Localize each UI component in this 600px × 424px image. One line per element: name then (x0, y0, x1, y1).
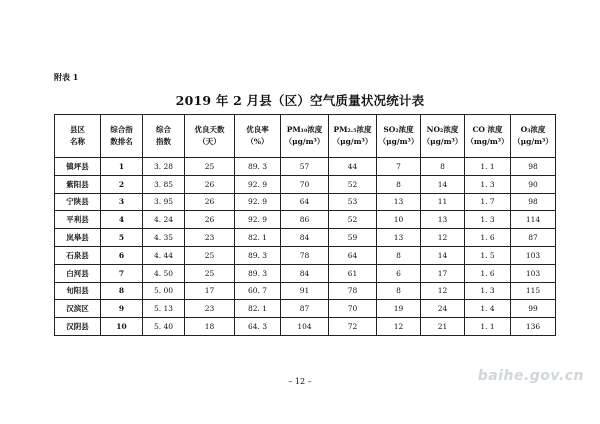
value-cell: 5. 13 (143, 300, 185, 318)
table-row (55, 264, 556, 282)
rank-cell: 9 (101, 300, 143, 318)
value-cell: 87 (511, 229, 556, 247)
rank-cell: 7 (101, 264, 143, 282)
value-cell: 1. 5 (465, 246, 511, 264)
header-cell: PM₁₀浓度 （μg/m³） (281, 115, 329, 158)
value-cell: 13 (421, 211, 465, 229)
header-cell: PM₂.₅浓度 （μg/m³） (329, 115, 377, 158)
page-number: – 12 – (288, 377, 312, 386)
value-cell: 1. 1 (465, 158, 511, 176)
value-cell: 5. 40 (143, 318, 185, 336)
header-cell: 优良天数 （天） (185, 115, 235, 158)
value-cell: 23 (185, 300, 235, 318)
value-cell: 1. 7 (465, 193, 511, 211)
value-cell: 26 (185, 175, 235, 193)
value-cell: 1. 6 (465, 264, 511, 282)
value-cell: 5. 00 (143, 282, 185, 300)
value-cell: 89. 3 (235, 246, 281, 264)
value-cell: 57 (281, 158, 329, 176)
value-cell: 1. 6 (465, 229, 511, 247)
header-cell: O₃浓度 （μg/m³） (511, 115, 556, 158)
header-cell: 优良率 （%） (235, 115, 281, 158)
table-row (55, 300, 556, 318)
value-cell: 21 (421, 318, 465, 336)
value-cell: 72 (329, 318, 377, 336)
value-cell: 8 (421, 158, 465, 176)
value-cell: 1. 3 (465, 175, 511, 193)
value-cell: 4. 35 (143, 229, 185, 247)
value-cell: 136 (511, 318, 556, 336)
value-cell: 18 (185, 318, 235, 336)
value-cell: 17 (185, 282, 235, 300)
value-cell: 8 (377, 246, 421, 264)
value-cell: 89. 3 (235, 264, 281, 282)
value-cell: 87 (281, 300, 329, 318)
header-cell: 县区 名称 (55, 115, 101, 158)
value-cell: 12 (421, 282, 465, 300)
value-cell: 64 (329, 246, 377, 264)
table-row (55, 158, 556, 176)
value-cell: 104 (281, 318, 329, 336)
value-cell: 86 (281, 211, 329, 229)
header-cell: 综合指 数排名 (101, 115, 143, 158)
value-cell: 70 (281, 175, 329, 193)
value-cell: 19 (377, 300, 421, 318)
appendix-label: 附表 1 (54, 72, 79, 82)
header-row (55, 115, 556, 158)
value-cell: 52 (329, 211, 377, 229)
header-cell: CO 浓度 （mg/m³） (465, 115, 511, 158)
value-cell: 26 (185, 193, 235, 211)
county-name-cell: 石泉县 (55, 246, 101, 264)
value-cell: 59 (329, 229, 377, 247)
value-cell: 25 (185, 158, 235, 176)
county-name-cell: 平利县 (55, 211, 101, 229)
value-cell: 92. 9 (235, 193, 281, 211)
value-cell: 92. 9 (235, 211, 281, 229)
value-cell: 12 (421, 229, 465, 247)
rank-cell: 2 (101, 175, 143, 193)
air-quality-table (54, 114, 556, 336)
value-cell: 99 (511, 300, 556, 318)
value-cell: 91 (281, 282, 329, 300)
rank-cell: 8 (101, 282, 143, 300)
county-name-cell: 旬阳县 (55, 282, 101, 300)
table-row (55, 229, 556, 247)
value-cell: 25 (185, 246, 235, 264)
value-cell: 11 (421, 193, 465, 211)
value-cell: 3. 28 (143, 158, 185, 176)
value-cell: 7 (377, 158, 421, 176)
value-cell: 52 (329, 175, 377, 193)
value-cell: 10 (377, 211, 421, 229)
county-name-cell: 紫阳县 (55, 175, 101, 193)
value-cell: 14 (421, 246, 465, 264)
value-cell: 84 (281, 229, 329, 247)
value-cell: 70 (329, 300, 377, 318)
value-cell: 1. 1 (465, 318, 511, 336)
value-cell: 25 (185, 264, 235, 282)
rank-cell: 10 (101, 318, 143, 336)
value-cell: 4. 24 (143, 211, 185, 229)
value-cell: 1. 3 (465, 211, 511, 229)
table-title: 2019 年 2 月县（区）空气质量状况统计表 (175, 93, 425, 108)
table-row (55, 282, 556, 300)
value-cell: 1. 4 (465, 300, 511, 318)
county-name-cell: 岚皋县 (55, 229, 101, 247)
value-cell: 64 (281, 193, 329, 211)
value-cell: 114 (511, 211, 556, 229)
value-cell: 64. 3 (235, 318, 281, 336)
value-cell: 103 (511, 264, 556, 282)
table-row (55, 211, 556, 229)
rank-cell: 1 (101, 158, 143, 176)
value-cell: 98 (511, 193, 556, 211)
table-row (55, 318, 556, 336)
table-row (55, 246, 556, 264)
table-row (55, 193, 556, 211)
value-cell: 90 (511, 175, 556, 193)
header-cell: 综合 指数 (143, 115, 185, 158)
watermark: baihe.gov.cn (477, 368, 584, 384)
value-cell: 8 (377, 175, 421, 193)
rank-cell: 4 (101, 211, 143, 229)
value-cell: 23 (185, 229, 235, 247)
value-cell: 1. 3 (465, 282, 511, 300)
value-cell: 61 (329, 264, 377, 282)
value-cell: 53 (329, 193, 377, 211)
value-cell: 13 (377, 193, 421, 211)
value-cell: 60. 7 (235, 282, 281, 300)
value-cell: 44 (329, 158, 377, 176)
county-name-cell: 白河县 (55, 264, 101, 282)
value-cell: 89. 3 (235, 158, 281, 176)
value-cell: 115 (511, 282, 556, 300)
rank-cell: 3 (101, 193, 143, 211)
county-name-cell: 汉滨区 (55, 300, 101, 318)
value-cell: 98 (511, 158, 556, 176)
value-cell: 4. 50 (143, 264, 185, 282)
value-cell: 84 (281, 264, 329, 282)
value-cell: 17 (421, 264, 465, 282)
rank-cell: 5 (101, 229, 143, 247)
value-cell: 12 (377, 318, 421, 336)
value-cell: 82. 1 (235, 300, 281, 318)
table-row (55, 175, 556, 193)
county-name-cell: 镇坪县 (55, 158, 101, 176)
value-cell: 13 (377, 229, 421, 247)
value-cell: 78 (281, 246, 329, 264)
value-cell: 92. 9 (235, 175, 281, 193)
county-name-cell: 汉阴县 (55, 318, 101, 336)
value-cell: 82. 1 (235, 229, 281, 247)
value-cell: 3. 95 (143, 193, 185, 211)
value-cell: 78 (329, 282, 377, 300)
county-name-cell: 宁陕县 (55, 193, 101, 211)
value-cell: 26 (185, 211, 235, 229)
value-cell: 8 (377, 282, 421, 300)
rank-cell: 6 (101, 246, 143, 264)
value-cell: 4. 44 (143, 246, 185, 264)
value-cell: 14 (421, 175, 465, 193)
value-cell: 24 (421, 300, 465, 318)
header-cell: NO₂浓度 （μg/m³） (421, 115, 465, 158)
value-cell: 103 (511, 246, 556, 264)
value-cell: 3. 85 (143, 175, 185, 193)
header-cell: SO₂浓度 （μg/m³） (377, 115, 421, 158)
value-cell: 6 (377, 264, 421, 282)
